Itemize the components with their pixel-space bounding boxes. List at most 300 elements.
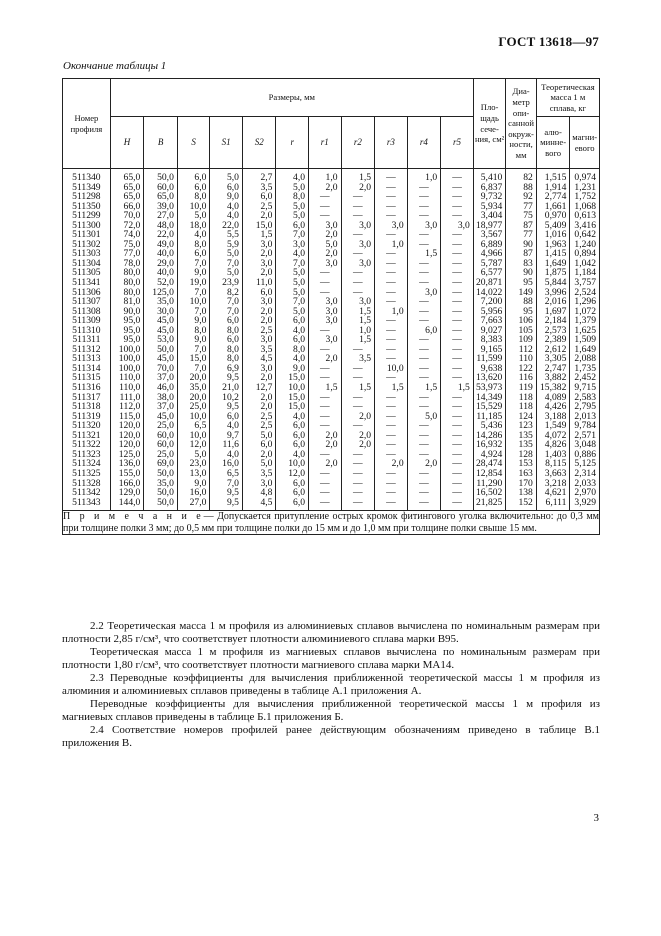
table-cell: — [441, 335, 474, 345]
table-cell: 2,0 [309, 431, 342, 441]
table-cell: 4,0 [276, 412, 309, 422]
table-cell: 8,0 [210, 326, 243, 336]
table-cell: — [375, 249, 408, 259]
table-cell: — [407, 450, 441, 460]
header-aluminium: алю-минне-вого [536, 117, 570, 169]
table-cell: 80,0 [110, 268, 144, 278]
table-cell: — [441, 268, 474, 278]
table-cell: 77,0 [110, 249, 144, 259]
table-cell: 2,0 [309, 183, 342, 193]
table-cell: 2,0 [242, 373, 276, 383]
table-cell: — [309, 345, 342, 355]
table-cell: 122 [506, 364, 537, 374]
table-cell: — [441, 211, 474, 221]
table-cell: 4,0 [276, 450, 309, 460]
table-cell: — [309, 479, 342, 489]
table-cell: — [341, 364, 375, 374]
table-cell: 6,0 [242, 288, 276, 298]
table-cell: 3,0 [341, 297, 375, 307]
table-cell: — [441, 373, 474, 383]
note-label: П р и м е ч а н и е [63, 511, 204, 523]
table-cell: 9,0 [276, 364, 309, 374]
table-cell: 7,0 [210, 307, 243, 317]
table-cell: 46,0 [144, 383, 178, 393]
table-cell: 12,0 [276, 469, 309, 479]
header-b: B [144, 117, 178, 169]
table-cell: 15,0 [276, 402, 309, 412]
table-cell: 2,0 [242, 307, 276, 317]
table-cell: 2,184 [536, 316, 570, 326]
header-r4: r4 [407, 117, 441, 169]
table-cell: — [407, 278, 441, 288]
table-cell: — [375, 488, 408, 498]
table-cell: — [309, 364, 342, 374]
table-cell: — [407, 488, 441, 498]
table-cell: 7,200 [473, 297, 506, 307]
table-cell: 119 [506, 383, 537, 393]
table-cell: — [441, 498, 474, 511]
table-cell: 3,663 [536, 469, 570, 479]
table-cell: 11,290 [473, 479, 506, 489]
table-cell: 2,0 [309, 459, 342, 469]
table-cell: 2,0 [242, 211, 276, 221]
table-cell: 3,929 [570, 498, 600, 511]
table-cell: 5,0 [210, 249, 243, 259]
table-cell: 0,894 [570, 249, 600, 259]
table-cell: — [375, 259, 408, 269]
table-cell: 53,0 [144, 335, 178, 345]
header-r5: r5 [441, 117, 474, 169]
table-cell: 3,218 [536, 479, 570, 489]
table-cell: 50,0 [144, 488, 178, 498]
table-cell: — [441, 202, 474, 212]
table-cell: — [407, 469, 441, 479]
table-cell: 14,022 [473, 288, 506, 298]
table-cell: 3,0 [441, 221, 474, 231]
table-cell: 15,0 [177, 354, 210, 364]
table-cell: 2,524 [570, 288, 600, 298]
table-cell: — [441, 249, 474, 259]
table-cell: — [309, 412, 342, 422]
table-cell: 6,889 [473, 240, 506, 250]
table-cell: 120,0 [110, 431, 144, 441]
table-cell: 65,0 [144, 192, 178, 202]
table-cell: 2,0 [341, 183, 375, 193]
note-text: — Допускается притупление острых кромок фитингового уголка включительно: до 0,3 мм при толщине полки 3 мм; до 0,5 мм при толщине полки до 15 мм и до 1,0 мм при толщине полки свыше 15 мм. [63, 511, 599, 534]
table-cell: 1,5 [341, 383, 375, 393]
table-cell: 16,0 [177, 488, 210, 498]
table-cell: 1,5 [441, 383, 474, 393]
table-cell: 2,0 [341, 431, 375, 441]
table-cell: — [375, 278, 408, 288]
table-cell: 1,5 [407, 249, 441, 259]
table-cell: — [375, 297, 408, 307]
table-cell: 511349 [63, 183, 111, 193]
table-cell: 6,0 [276, 440, 309, 450]
table-cell: 1,0 [375, 240, 408, 250]
table-cell: 1,0 [341, 326, 375, 336]
table-cell: 8,115 [536, 459, 570, 469]
table-cell: 4,0 [276, 169, 309, 183]
table-cell: — [375, 345, 408, 355]
table-cell: 1,068 [570, 202, 600, 212]
table-row [63, 192, 600, 202]
table-cell: 163 [506, 469, 537, 479]
table-cell: — [407, 268, 441, 278]
table-cell: 3,0 [242, 335, 276, 345]
table-cell: — [441, 316, 474, 326]
table-cell: 511307 [63, 297, 111, 307]
table-cell: — [341, 268, 375, 278]
table-cell: 1,415 [536, 249, 570, 259]
table-cell: 511300 [63, 221, 111, 231]
table-cell: 25,0 [144, 421, 178, 431]
table-cell: 18,977 [473, 221, 506, 231]
table-cell: 11,6 [210, 440, 243, 450]
table-cell: 5,410 [473, 169, 506, 183]
table-cell: 22,0 [210, 221, 243, 231]
table-cell: 15,0 [276, 393, 309, 403]
table-cell: 9,5 [210, 488, 243, 498]
table-cell: 124 [506, 412, 537, 422]
table-cell: 23,9 [210, 278, 243, 288]
table-cell: 7,0 [177, 345, 210, 355]
table-cell: — [441, 183, 474, 193]
table-cell: — [441, 192, 474, 202]
table-cell: 4,621 [536, 488, 570, 498]
table-cell: 2,795 [570, 402, 600, 412]
table-cell: — [309, 488, 342, 498]
table-cell: — [441, 402, 474, 412]
table-cell: 6,0 [276, 421, 309, 431]
table-cell: 1,042 [570, 259, 600, 269]
table-cell: — [441, 259, 474, 269]
table-cell: 2,088 [570, 354, 600, 364]
table-cell: 511299 [63, 211, 111, 221]
table-row [63, 259, 600, 269]
table-cell: 511298 [63, 192, 111, 202]
table-cell: — [341, 192, 375, 202]
table-cell: 8,0 [210, 354, 243, 364]
table-cell: 90 [506, 240, 537, 250]
table-cell: — [407, 498, 441, 511]
table-cell: 511310 [63, 326, 111, 336]
table-cell: 511341 [63, 278, 111, 288]
table-cell: 166,0 [110, 479, 144, 489]
table-cell: — [407, 202, 441, 212]
table-cell: 511317 [63, 393, 111, 403]
table-cell: 4,5 [242, 354, 276, 364]
table-cell: 109 [506, 335, 537, 345]
table-cell: — [341, 393, 375, 403]
table-cell: 7,0 [210, 297, 243, 307]
table-cell: 4,0 [210, 450, 243, 460]
table-cell: 52,0 [144, 278, 178, 288]
table-cell: 20,0 [177, 373, 210, 383]
table-cell: 5,787 [473, 259, 506, 269]
table-cell: 3,0 [242, 259, 276, 269]
table-cell: 511342 [63, 488, 111, 498]
table-note [63, 511, 600, 535]
table-cell: 70,0 [110, 211, 144, 221]
table-cell: — [341, 488, 375, 498]
table-cell: — [375, 316, 408, 326]
table-cell: 120,0 [110, 440, 144, 450]
table-cell: 2,747 [536, 364, 570, 374]
table-cell: 3,0 [242, 297, 276, 307]
table-cell: — [375, 354, 408, 364]
table-cell: — [441, 326, 474, 336]
table-cell: 22,0 [144, 230, 178, 240]
table-cell: 80,0 [110, 278, 144, 288]
table-cell: 72,0 [110, 221, 144, 231]
table-cell: 78,0 [110, 259, 144, 269]
table-cell: 4,0 [177, 230, 210, 240]
table-cell: 35,0 [177, 383, 210, 393]
table-cell: 13,620 [473, 373, 506, 383]
table-cell: 1,649 [570, 345, 600, 355]
table-cell: 37,0 [144, 402, 178, 412]
table-cell: 6,837 [473, 183, 506, 193]
table-cell: 2,0 [407, 459, 441, 469]
table-cell: 6,0 [276, 498, 309, 511]
table-cell: — [407, 297, 441, 307]
table-cell: — [375, 479, 408, 489]
table-cell: 149 [506, 288, 537, 298]
table-cell: — [441, 450, 474, 460]
table-cell: — [407, 421, 441, 431]
table-cell: — [375, 431, 408, 441]
table-cell: — [441, 345, 474, 355]
table-cell: 3,0 [242, 240, 276, 250]
table-cell: 29,0 [144, 259, 178, 269]
table-cell: 38,0 [144, 393, 178, 403]
header-diameter: Диа-метр опи-санной окруж-ности, мм [506, 79, 537, 169]
table-cell: 4,0 [276, 326, 309, 336]
table-cell: — [407, 183, 441, 193]
table-cell: — [341, 498, 375, 511]
table-cell: — [407, 393, 441, 403]
table-cell: 10,0 [177, 431, 210, 441]
table-cell: 5,0 [309, 240, 342, 250]
header-s: S [177, 117, 210, 169]
table-cell: 115,0 [110, 412, 144, 422]
table-cell: 8,0 [177, 192, 210, 202]
table-cell: 6,0 [276, 479, 309, 489]
table-cell: — [407, 373, 441, 383]
table-cell: 100,0 [110, 364, 144, 374]
table-cell: 1,0 [407, 169, 441, 183]
table-cell: — [441, 354, 474, 364]
table-cell: — [341, 421, 375, 431]
table-cell: 4,072 [536, 431, 570, 441]
table-cell: 15,382 [536, 383, 570, 393]
table-cell: — [441, 169, 474, 183]
table-cell: 1,403 [536, 450, 570, 460]
table-cell: — [341, 288, 375, 298]
table-cell: — [441, 412, 474, 422]
table-cell: — [407, 345, 441, 355]
table-cell: 5,0 [276, 288, 309, 298]
table-cell: 53,973 [473, 383, 506, 393]
table-cell: 7,663 [473, 316, 506, 326]
table-cell: 4,0 [276, 249, 309, 259]
header-s2: S2 [242, 117, 276, 169]
table-cell: 3,0 [341, 221, 375, 231]
table-cell: 14,349 [473, 393, 506, 403]
table-cell: 8,0 [276, 345, 309, 355]
table-cell: 511306 [63, 288, 111, 298]
table-cell: 3,188 [536, 412, 570, 422]
table-cell: — [407, 316, 441, 326]
table-cell: 9,7 [210, 431, 243, 441]
table-cell: — [375, 169, 408, 183]
table-cell: — [309, 268, 342, 278]
table-cell: 4,966 [473, 249, 506, 259]
table-cell: 9,784 [570, 421, 600, 431]
header-s1: S1 [210, 117, 243, 169]
table-cell: 3,305 [536, 354, 570, 364]
table-cell: 3,5 [341, 354, 375, 364]
table-cell: 2,5 [242, 421, 276, 431]
header-r: r [276, 117, 309, 169]
header-r3: r3 [375, 117, 408, 169]
table-cell: 2,0 [309, 440, 342, 450]
table-cell: — [309, 278, 342, 288]
table-cell: 2,314 [570, 469, 600, 479]
table-cell: 511322 [63, 440, 111, 450]
table-cell: — [375, 288, 408, 298]
table-cell: — [341, 479, 375, 489]
table-cell: 2,0 [309, 249, 342, 259]
table-cell: 6,0 [276, 221, 309, 231]
table-cell: — [407, 192, 441, 202]
table-cell: 2,970 [570, 488, 600, 498]
table-cell: 9,5 [210, 402, 243, 412]
table-cell: 5,0 [210, 268, 243, 278]
table-cell: 7,0 [177, 259, 210, 269]
table-cell: 1,240 [570, 240, 600, 250]
table-cell: 95,0 [110, 335, 144, 345]
table-cell: — [375, 402, 408, 412]
table-cell: 13,0 [177, 469, 210, 479]
table-caption: Окончание таблицы 1 [63, 60, 167, 72]
table-cell: 77 [506, 202, 537, 212]
table-cell: 10,0 [375, 364, 408, 374]
table-cell: — [407, 431, 441, 441]
table-cell: — [375, 230, 408, 240]
table-cell: 511302 [63, 240, 111, 250]
table-cell: — [407, 335, 441, 345]
table-cell: 2,0 [242, 450, 276, 460]
table-cell: 106 [506, 316, 537, 326]
table-cell: 15,529 [473, 402, 506, 412]
table-cell: 155,0 [110, 469, 144, 479]
table-cell: 7,0 [210, 479, 243, 489]
table-cell: — [309, 498, 342, 511]
table-cell: 511316 [63, 383, 111, 393]
table-cell: 10,0 [276, 383, 309, 393]
table-cell: 2,016 [536, 297, 570, 307]
paragraph: 2.4 Соответствие номеров профилей ранее действующим обозначениям приведено в таблице В.1 приложения В. [62, 724, 600, 749]
table-cell: — [375, 469, 408, 479]
table-cell: — [309, 202, 342, 212]
table-cell: 2,0 [341, 440, 375, 450]
table-cell: 1,296 [570, 297, 600, 307]
table-cell: — [309, 421, 342, 431]
table-cell: 511303 [63, 249, 111, 259]
table-cell: 2,7 [242, 169, 276, 183]
table-cell: — [441, 440, 474, 450]
table-cell: 7,0 [276, 259, 309, 269]
table-cell: — [441, 297, 474, 307]
table-cell: — [375, 450, 408, 460]
table-cell: 87 [506, 249, 537, 259]
table-cell: 10,2 [210, 393, 243, 403]
table-cell: 116 [506, 373, 537, 383]
table-cell: — [341, 249, 375, 259]
table-cell: 8,383 [473, 335, 506, 345]
table-cell: 2,452 [570, 373, 600, 383]
body-text [62, 620, 600, 750]
table-cell: 2,0 [242, 268, 276, 278]
table-cell: 50,0 [144, 169, 178, 183]
table-cell: 5,0 [242, 459, 276, 469]
table-cell: — [375, 373, 408, 383]
table-cell: 0,974 [570, 169, 600, 183]
table-cell: 136,0 [110, 459, 144, 469]
table-cell: 82 [506, 169, 537, 183]
table-cell: 3,0 [309, 221, 342, 231]
header-theoretical-mass: Теоретическая масса 1 м сплава, кг [536, 79, 599, 117]
table-cell: — [441, 421, 474, 431]
table-cell: 5,0 [177, 211, 210, 221]
table-cell: 6,5 [210, 469, 243, 479]
table-cell: 2,0 [242, 402, 276, 412]
table-cell: 3,0 [242, 479, 276, 489]
table-cell: — [375, 268, 408, 278]
table-cell: 4,0 [210, 202, 243, 212]
table-cell: 5,0 [276, 268, 309, 278]
table-cell: 5,0 [276, 307, 309, 317]
table-cell: 15,0 [276, 373, 309, 383]
table-cell: 9,5 [210, 373, 243, 383]
table-cell: — [309, 373, 342, 383]
table-cell: 95 [506, 307, 537, 317]
table-cell: 16,502 [473, 488, 506, 498]
table-cell: 511318 [63, 402, 111, 412]
table-cell: 5,0 [242, 431, 276, 441]
table-cell: 1,625 [570, 326, 600, 336]
table-cell: 1,5 [407, 383, 441, 393]
table-cell: 9,165 [473, 345, 506, 355]
table-cell: 75,0 [110, 240, 144, 250]
table-cell: — [441, 307, 474, 317]
table-cell: 3,5 [242, 183, 276, 193]
table-cell: — [341, 450, 375, 460]
table-cell: 9,0 [177, 316, 210, 326]
table-cell: 3,0 [242, 364, 276, 374]
table-cell: 511304 [63, 259, 111, 269]
table-cell: 110,0 [110, 383, 144, 393]
table-cell: — [441, 459, 474, 469]
header-profile-number: Номер профиля [63, 79, 111, 169]
table-cell: 1,5 [341, 169, 375, 183]
table-cell: 11,0 [242, 278, 276, 288]
table-cell: 511308 [63, 307, 111, 317]
table-cell: 2,033 [570, 479, 600, 489]
table-cell: 128 [506, 450, 537, 460]
